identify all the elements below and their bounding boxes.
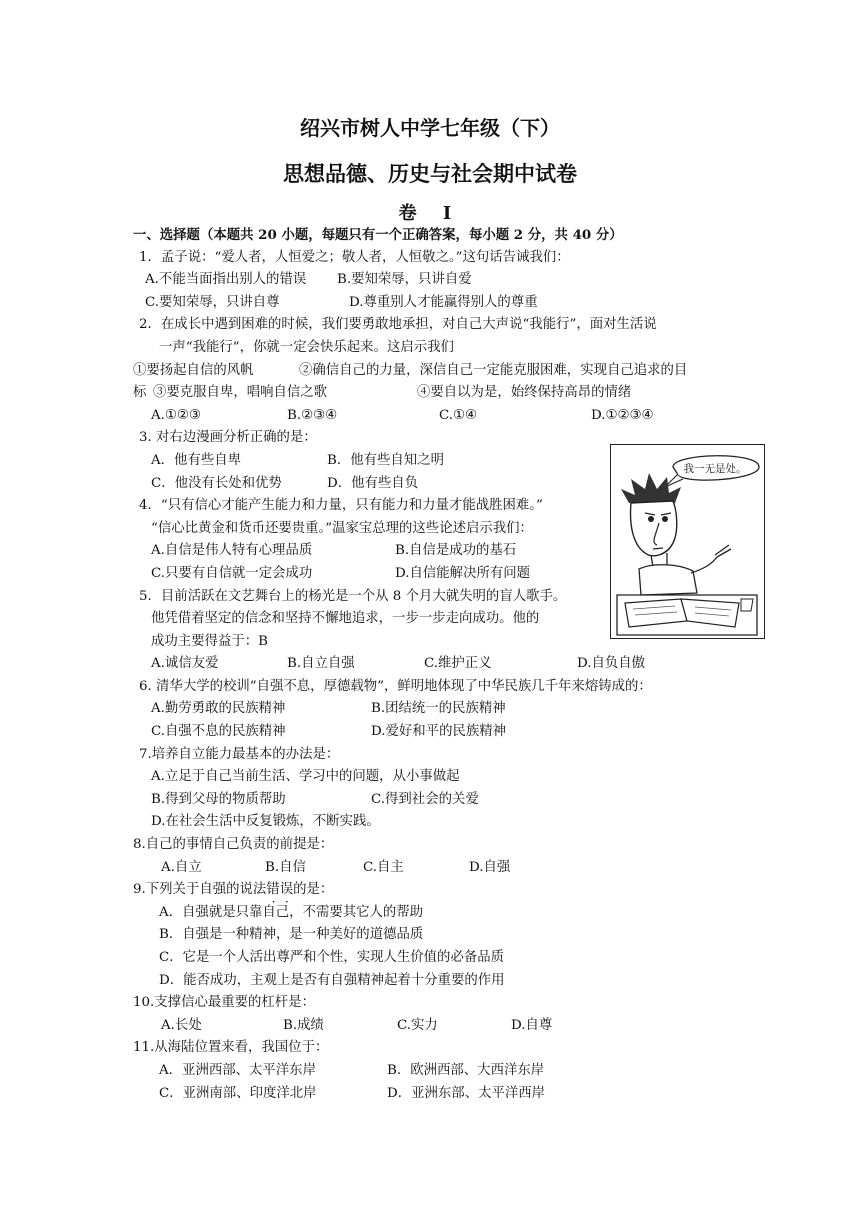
eye-left: [648, 516, 654, 522]
q10-option-d: D.自尊: [511, 1017, 553, 1033]
q3-option-a: A．他有些自卑: [151, 452, 242, 468]
q1-options-row2: [133, 292, 733, 315]
q10-option-a: A.长处: [161, 1017, 202, 1033]
q3-option-d: D．他有些自负: [327, 475, 419, 491]
q4-option-a: A.自信是伟人特有心理品质: [151, 543, 313, 559]
q4-option-b: B.自信是成功的基石: [395, 543, 517, 559]
q3-stem: 3. 对右边漫画分析正确的是：: [139, 430, 317, 446]
q5-option-b: B.自立自强: [287, 656, 355, 672]
q5-option-d: D.自负自傲: [577, 656, 646, 672]
q6-option-b: B.团结统一的民族精神: [371, 701, 506, 717]
q11-option-a: A．亚洲西部、太平洋东岸: [159, 1062, 316, 1078]
q5-option-a: A.诚信友爱: [151, 656, 219, 672]
q2-statement-3: ③要克服自卑，唱响自信之歌: [153, 385, 328, 401]
q2-statements-row2: [133, 382, 733, 405]
q10-stem: 10.支撑信心最重要的杠杆是：: [133, 995, 315, 1011]
q4-option-c: C.只要有自信就一定会成功: [151, 565, 313, 581]
q9-stem-emphasis-1: 错: [266, 882, 280, 898]
q3-option-c: C．他没有长处和优势: [151, 475, 282, 491]
hair: [621, 473, 681, 503]
q8-options: [133, 857, 733, 880]
q2-statement-2-cont: 标: [133, 385, 147, 401]
q9-stem: [133, 879, 733, 902]
q2-statements-row1: [133, 360, 733, 383]
q9-stem-pre: 9.下列关于自强的说法: [133, 882, 267, 898]
q9-stem-post: 的是：: [293, 882, 334, 898]
q2-option-d: D.①②③④: [591, 407, 654, 423]
q11-option-d: D．亚洲东部、太平洋西岸: [387, 1085, 546, 1101]
q5-stem-line3: 成功主要得益于：B: [151, 633, 268, 649]
q1-stem: 1．孟子说：“爱人者，人恒爱之；敬人者，人恒敬之。”这句话告诫我们：: [139, 249, 570, 265]
q5-option-c: C.维护正义: [424, 656, 492, 672]
q2-statement-2: ②确信自己的力量，深信自己一定能克服困难，实现自己追求的目: [299, 362, 688, 378]
q4-stem-line1: 4．“只有信心才能产生能力和力量，只有能力和力量才能战胜困难。”: [139, 498, 543, 514]
q9-option-c: C．它是一个人活出尊严和个性，实现人生价值的必备品质: [159, 950, 505, 965]
q6-options-row2: [133, 721, 733, 744]
q4-stem-line2: “信心比黄金和货币还要贵重。”温家宝总理的这些论述启示我们：: [151, 520, 533, 536]
q4-option-d: D.自信能解决所有问题: [395, 565, 531, 581]
q7-option-c: C.得到社会的关爱: [371, 791, 479, 807]
q6-stem: 6. 清华大学的校训“自强不息，厚德载物”，鲜明地体现了中华民族几千年来熔铸成的：: [139, 678, 652, 694]
q7-option-a: A.立足于自己当前生活、学习中的问题，从小事做起: [151, 769, 460, 785]
q8-option-b: B.自信: [265, 859, 306, 875]
q10-option-b: B.成绩: [283, 1017, 324, 1033]
q11-options-row2: [133, 1083, 733, 1106]
shirt: [639, 565, 697, 595]
q8-option-a: A.自立: [161, 859, 202, 875]
q2-option-c: C.①④: [439, 407, 478, 423]
q2-statement-1: ①要扬起自信的风帆: [133, 362, 254, 378]
school-title: 绍兴市树人中学七年级（下）: [300, 116, 560, 140]
question-list: [133, 224, 733, 1105]
q2-options: [133, 405, 733, 428]
q11-stem: 11.从海陆位置来看，我国位于：: [133, 1040, 329, 1056]
section-heading: 一、选择题（本题共 20 小题，每题只有一个正确答案，每小题 2 分，共 40 分）: [133, 227, 623, 243]
q3-option-b: B．他有些自知之明: [327, 452, 444, 468]
q10-options: [133, 1015, 733, 1038]
q7-options-row2: [133, 789, 733, 812]
q2-option-a: A.①②③: [151, 407, 201, 423]
speech-bubble-text: 我一无是处。: [683, 463, 747, 475]
q9-option-d: D．能否成功，主观上是否有自强精神起着十分重要的作用: [159, 972, 505, 988]
cartoon-illustration: [610, 444, 765, 639]
q9-option-b: B．自强是一种精神，是一种美好的道德品质: [159, 927, 424, 943]
q8-option-c: C.自主: [363, 859, 404, 875]
q8-option-d: D.自强: [469, 859, 511, 875]
q1-option-d: D.尊重别人才能赢得别人的尊重: [349, 294, 538, 310]
q1-option-b: B.要知荣辱，只讲自爱: [337, 272, 472, 288]
q9-stem-emphasis-2: 误: [279, 882, 294, 898]
cartoon-drawing: [611, 445, 763, 637]
head: [631, 501, 677, 556]
q1-option-a: A.不能当面指出别人的错误: [145, 272, 307, 288]
q6-options-row1: [133, 698, 733, 721]
pen: [715, 545, 731, 557]
q10-option-c: C.实力: [397, 1017, 438, 1033]
q2-option-b: B.②③④: [287, 407, 338, 423]
q11-option-c: C．亚洲南部、印度洋北岸: [159, 1085, 317, 1101]
q7-option-d: D.在社会生活中反复锻炼，不断实践。: [151, 814, 380, 830]
q7-stem: 7.培养自立能力最基本的办法是：: [139, 746, 340, 762]
q11-options-row1: [133, 1060, 733, 1083]
paper-note: [741, 599, 753, 611]
eye-right: [662, 516, 668, 522]
q2-stem-line2: 一声“我能行”，你就一定会快乐起来。这启示我们: [159, 339, 454, 355]
volume-label: 卷 Ⅰ: [398, 203, 462, 224]
q5-stem-line2: 他凭借着坚定的信念和坚持不懈地追求，一步一步走向成功。他的: [151, 611, 540, 627]
q6-option-c: C.自强不息的民族精神: [151, 724, 286, 740]
q1-option-c: C.要知荣辱，只讲自尊: [145, 294, 280, 310]
q2-statement-4: ④要自以为是，始终保持高昂的情绪: [417, 385, 632, 401]
q9-option-a: A．自强就是只靠自己，不需要其它人的帮助: [159, 904, 424, 920]
q8-stem: 8.自己的事情自己负责的前提是：: [133, 837, 334, 853]
q11-option-b: B．欧洲西部、大西洋东岸: [387, 1062, 545, 1078]
exam-title: 思想品德、历史与社会期中试卷: [283, 161, 577, 186]
q6-option-a: A.勤劳勇敢的民族精神: [151, 701, 286, 717]
q7-option-b: B.得到父母的物质帮助: [151, 791, 286, 807]
q2-stem-line1: 2．在成长中遇到困难的时候，我们要勇敢地承担，对自己大声说“我能行”，面对生活说: [139, 317, 657, 333]
arm: [691, 557, 717, 573]
q6-option-d: D.爱好和平的民族精神: [371, 724, 507, 740]
q1-options-row1: [133, 269, 733, 292]
q5-stem-line1: 5．目前活跃在文艺舞台上的杨光是一个从 8 个月大就失明的盲人歌手。: [139, 588, 567, 604]
q5-options: [133, 653, 733, 676]
